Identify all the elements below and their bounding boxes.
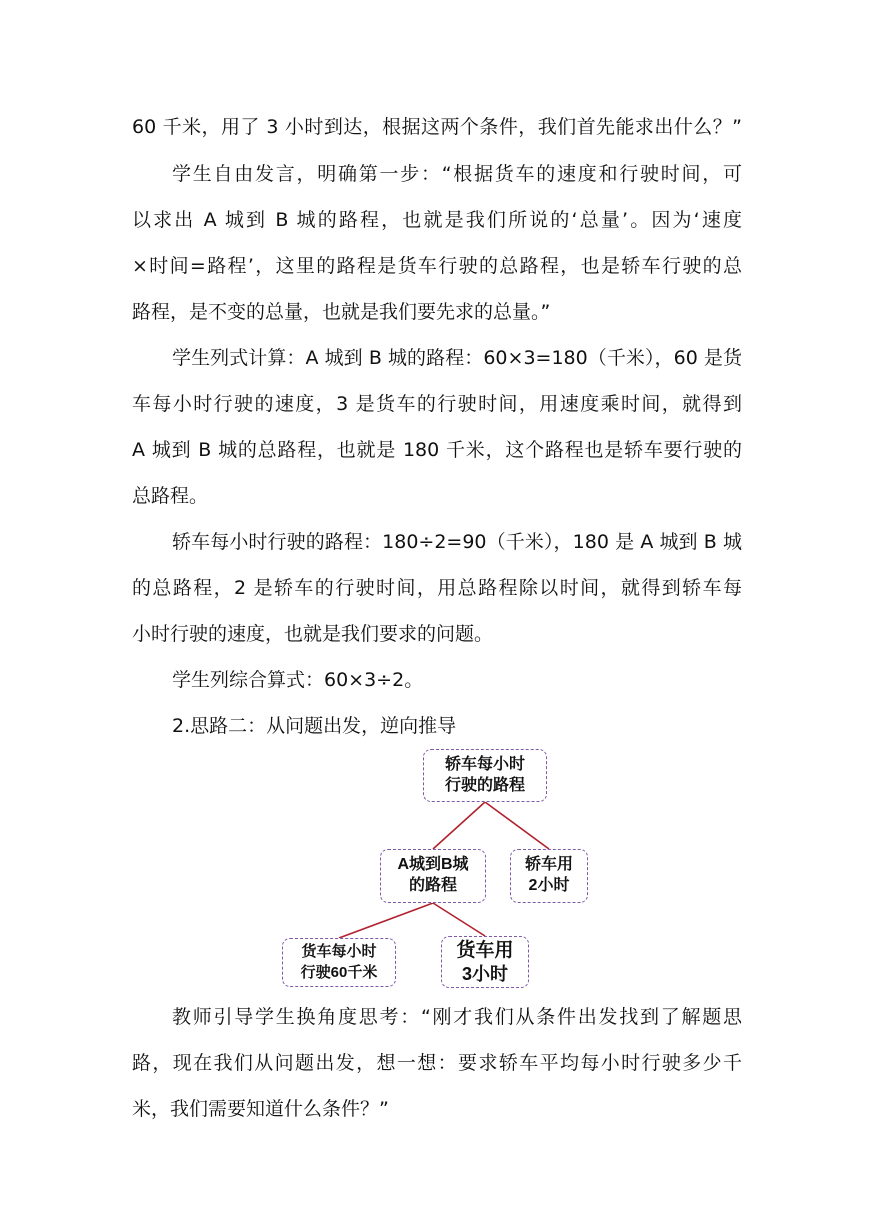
paragraph-line-11: 的总路程，2 是轿车的行驶时间，用总路程除以时间，就得到轿车每: [132, 577, 742, 599]
paragraph-line-7: 车每小时行驶的速度，3 是货车的行驶时间，用速度乘时间，就得到: [132, 393, 742, 415]
tree-node-middle-right-line-1: 轿车用: [524, 856, 573, 873]
tree-node-bottom-right-line-1: 货车用: [456, 940, 514, 961]
paragraph-line-2: 学生自由发言，明确第一步：“根据货车的速度和行驶时间，可: [172, 163, 742, 185]
paragraph-line-5: 路程，是不变的总量，也就是我们要先求的总量。”: [132, 301, 551, 323]
paragraph-line-10: 轿车每小时行驶的路程：180÷2=90（千米），180 是 A 城到 B 城: [172, 531, 742, 553]
connector-root-to-middle-left: [433, 802, 485, 849]
tree-node-root-line-1: 轿车每小时: [444, 756, 525, 773]
tree-node-root-line-2: 行驶的路程: [444, 777, 525, 794]
connector-middle-left-to-bottom-left: [339, 903, 433, 938]
tree-node-bottom-left-line-2: 行驶60千米: [300, 964, 378, 981]
paragraph-line-13: 学生列综合算式：60×3÷2。: [172, 669, 424, 691]
tree-node-middle-left-line-1: A城到B城: [397, 856, 469, 873]
tree-node-middle-left: [380, 849, 486, 903]
paragraph-line-1: 60 千米，用了 3 小时到达，根据这两个条件，我们首先能求出什么？”: [132, 116, 742, 138]
paragraph-line-8: A 城到 B 城的总路程，也就是 180 千米，这个路程也是轿车要行驶的: [132, 439, 742, 461]
paragraph-line-15: 教师引导学生换角度思考：“刚才我们从条件出发找到了解题思: [172, 1006, 742, 1028]
paragraph-line-3: 以求出 A 城到 B 城的路程，也就是我们所说的‘总量’。因为‘速度: [132, 209, 742, 231]
paragraph-line-17: 米，我们需要知道什么条件？”: [132, 1098, 389, 1120]
tree-node-middle-right: [510, 849, 588, 903]
paragraph-line-12: 小时行驶的速度，也就是我们要求的问题。: [132, 623, 494, 645]
tree-node-bottom-left-line-1: 货车每小时: [301, 943, 377, 960]
tree-node-bottom-left: [282, 938, 396, 987]
tree-node-middle-right-line-2: 2小时: [528, 877, 570, 894]
tree-node-root: [423, 749, 547, 802]
tree-node-middle-left-line-2: 的路程: [408, 877, 457, 894]
section-heading-approach-2: 2.思路二：从问题出发，逆向推导: [172, 715, 457, 737]
paragraph-line-9: 总路程。: [132, 485, 209, 507]
tree-node-bottom-right-line-2: 3小时: [461, 964, 508, 984]
connector-root-to-middle-right: [485, 802, 549, 849]
connector-middle-left-to-bottom-right: [433, 903, 485, 936]
paragraph-line-16: 路，现在我们从问题出发，想一想：要求轿车平均每小时行驶多少千: [132, 1052, 742, 1074]
paragraph-line-4: ×时间=路程’，这里的路程是货车行驶的总路程，也是轿车行驶的总: [132, 255, 742, 277]
paragraph-line-6: 学生列式计算：A 城到 B 城的路程：60×3=180（千米），60 是货: [172, 347, 742, 369]
tree-node-bottom-right: [441, 936, 529, 988]
